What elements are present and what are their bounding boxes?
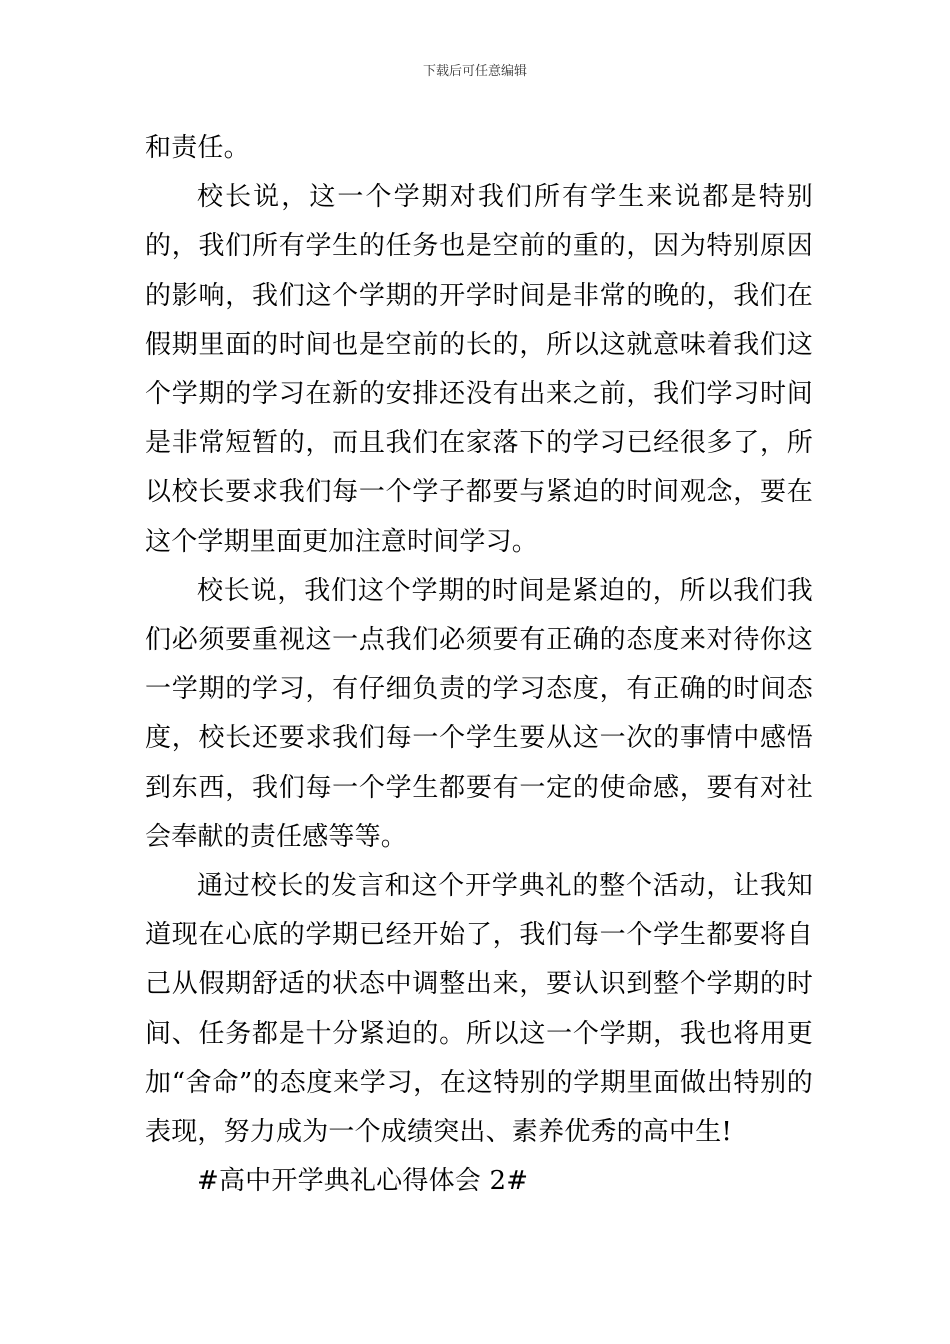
paragraph: 通过校长的发言和这个开学典礼的整个活动，让我知道现在心底的学期已经开始了，我们每一个学生都要将自己从假期舒适的状态中调整出来，要认识到整个学期的时间、任务都是十分紧迫的。所以这一个学期，我也将用更加“舍命”的态度来学习，在这特别的学期里面做出特别的表现，努力成为一个成绩突出、素养优秀的高中生! (145, 871, 813, 1148)
document-body (145, 124, 813, 1206)
paragraph: 校长说，我们这个学期的时间是紧迫的，所以我们我们必须要重视这一点我们必须要有正确的态度来对待你这一学期的学习，有仔细负责的学习态度，有正确的时间态度，校长还要求我们每一个学生要从这一次的事情中感悟到东西，我们每一个学生都要有一定的使命感，要有对社会奉献的责任感等等。 (145, 575, 813, 852)
paragraph: 校长说，这一个学期对我们所有学生来说都是特别的，我们所有学生的任务也是空前的重的，因为特别原因的影响，我们这个学期的开学时间是非常的晚的，我们在假期里面的时间也是空前的长的，所以这就意味着我们这个学期的学习在新的安排还没有出来之前，我们学习时间是非常短暂的，而且我们在家落下的学习已经很多了，所以校长要求我们每一个学子都要与紧迫的时间观念，要在这个学期里面更加注意时间学习。 (145, 182, 813, 557)
page-header-note: 下载后可任意编辑 (422, 64, 527, 79)
section-heading: #高中开学典礼心得体会 2# (197, 1166, 529, 1197)
paragraph-continuation: 和责任。 (145, 133, 250, 163)
